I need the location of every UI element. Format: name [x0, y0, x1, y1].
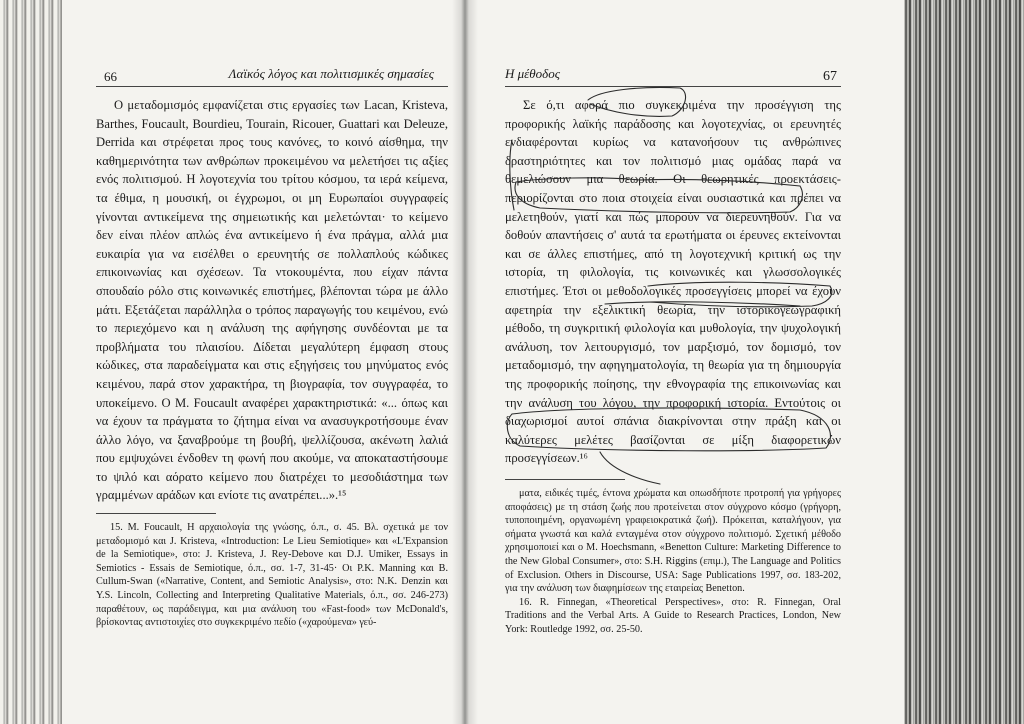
footnote-16: 16. R. Finnegan, «Theoretical Perspectives», στο: R. Finnegan, Oral Traditions and the Verbal Arts. A Guide to Research Practices, London, New York: Routledge 1992, σσ. 25-50. — [505, 596, 841, 635]
footnote-15-continued: ματα, ειδικές τιμές, έντονα χρώματα και οπωσδήποτε προτροπή για γρήγορες αποφάσεις) με τη στάση ζωής που προτείνεται στον σύγχρονο κόσμο (γρήγορη, τυποποιημένη, οργανωμένη γραφειοκρατικά ζωή). Πρόκειται, καταλήγουν, για σήματα γνωστά και καλά ενταγμένα στον σύγχρονο πολιτισμό. Σχετική μέθοδο χρησιμοποιεί και ο M. Hoechsmann, «Benetton Culture: Marketing Difference to the New Global Consumer», στο: S.H. Riggins (επιμ.), The Language and Politics of Exclusion. Others in Discourse, USA: Sage Publications 1997, σσ. 183-202, για την ανάλυση των διαφημίσεων της εταιρείας Benetton. — [505, 488, 841, 595]
right-footnote-rule — [505, 479, 625, 480]
right-page — [505, 0, 841, 724]
footnote-15: 15. M. Foucault, Η αρχαιολογία της γνώσης, ό.π., σ. 45. Βλ. σχετικά με τον μεταδομισμό και J. Kristeva, «Introduction: Le Lieu Semiotique» και «L'Expansion de la Semiotique», στο: J. Kristeva, J. Rey-Debove και D.J. Umiker, Essays in Semiotics - Essais de Semiotique, ό.π., σσ. 1-7, 31-45· Οι P.K. Manning και B. Cullum-Swan («Narrative, Content, and Semiotic Analysis», στο: N.K. Denzin και Y.S. Lincoln, Collecting and Interpreting Qualitative Materials, ό.π., σσ. 246-273) παραθέτουν, ως παράδειγμα, και μια ανάλυση του «Fast-food» των McDonald's, βρίσκοντας αντιστοιχίες στο συγκεκριμένο πεδίο («χαρούμενα» γεύ- — [96, 522, 448, 629]
right-page-header — [505, 66, 841, 88]
left-footnote-rule — [96, 513, 216, 514]
page-stack-edge-right — [904, 0, 1024, 724]
book-gutter — [452, 0, 478, 724]
left-page-number: 66 — [104, 69, 117, 84]
right-page-number: 67 — [823, 69, 837, 84]
right-footnotes — [505, 487, 841, 637]
left-body-text: Ο μεταδομισμός εμφανίζεται στις εργασίες των Lacan, Kristeva, Barthes, Foucault, Bourdieu, Tourain, Ricouer, Guattari και Deleuze, Derrida και στρέφεται προς τους κανόνες, το κοινό αίσθημα, την καθημερινότητα των ανθρώπων προκειμένου να μελετήσει τις αξίες ενός πολιτισμού. Η λογοτεχνία του τρίτου κόσμου, τα ιερά κείμενα, τα έθιμα, η μουσική, οι έγχρωμοι, οι μη Ευρωπαίοι συγγραφείς γίνονται αντικείμενα της σημειωτικής και μελετώνται· το κείμενο δεν είναι πλέον απλώς ένα αντικείμενο ή ένα πράγμα, αλλά μια ευκαιρία για να εισέλθει ο ερευνητής σε πολλαπλούς κώδικες επικοινωνίας και σχέσεων. Τα ντοκουμέντα, που είχαν πάντα σπουδαίο ρόλο στις κοινωνικές επιστήμες, βλέπονται τώρα με άλλο μάτι. Εξετάζεται παράλληλα ο τρόπος παραγωγής του κειμένου, ενώ το περιεχόμενο και η ανάλυση της αφήγησης συνδέονται με τα προβλήματα του πλαισίου. Δίδεται μεγαλύτερη έμφαση στους κώδικες, στα παραδείγματα και στις εξηγήσεις του μηνύματος ενός κειμένου, παρά στον χαρακτήρα, τη βιογραφία, τον συγγραφέα, το υποκείμενο. Ο Μ. Foucault αναφέρει χαρακτηριστικά: «... όπως και να έχουν τα πράγματα το ζήτημα είναι να ανασυγκροτήσουμε έναν άλλο λόγο, να ξαναβρούμε τη βουβή, ψελλίζουσα, ακένωτη λαλιά που εμψυχώνει ένδοθεν τη φωνή που ακούμε, να αποκαταστήσουμε το ψιλό και αόρατο κείμενο που διατρέχει το μεσοδιάστημα των γραμμένων αράδων και ενίοτε τις ανατρέπει...».¹⁵ — [96, 98, 448, 503]
right-body-text: Σε ό,τι αφορά πιο συγκεκριμένα την προσέγγιση της προφορικής λαϊκής παράδοσης και λογοτεχνίας, οι ερευνητές ενδιαφέρονται κυρίως να κατανοήσουν τις ανθρώπινες δραστηριότητες και τον πολιτισμό μιας ομάδας παρά να θεμελιώσουν μια θεωρία. Οι θεωρητικές προεκτάσεις-περιορίζονται στο ποια στοιχεία είναι ουσιαστικά και πρέπει να μελετηθούν, γιατί και πώς μπορούν να διερευνηθούν. Για να δοθούν απαντήσεις σ' αυτά τα ερωτήματα οι έρευνες εκτείνονται και σε άλλες επιστήμες, από τη λογοτεχνική κριτική ως την ιστορία, τη φιλολογία, τις κοινωνικές και γλωσσολογικές επιστήμες. Έτσι οι μεθοδολογικές προσεγγίσεις μπορεί να έχουν αφετηρία την εξελικτική θεωρία, την ιστορικογεωγραφική μέθοδο, τη συγκριτική φιλολογία και μυθολογία, την ψυχολογική ανάλυση, τον λειτουργισμό, τον μαρξισμό, τον δομισμό, τον μεταδομισμό, την αφηγηματολογία, τη θεωρία για τη δημιουργία της προφορικής ποίησης, την εθνογραφία της επικοινωνίας και την ανάλυση του λόγου, την προφορική ιστορία. Εντούτοις οι διαχωρισμοί αυτοί σπάνια διακρίνονται στην πράξη και οι καλύτερες μελέτες βασίζονται σε μίξη διαφορετικών προσεγγίσεων.¹⁶ — [505, 98, 841, 466]
left-page — [96, 0, 448, 724]
left-footnotes — [96, 521, 448, 630]
right-header-rule — [505, 86, 841, 87]
left-page-header — [96, 66, 448, 88]
left-header-rule — [96, 86, 448, 87]
left-running-head: Λαϊκός λόγος και πολιτισμικές σημασίες — [228, 66, 434, 81]
right-running-head: Η μέθοδος — [505, 66, 560, 81]
page-stack-edge-left — [0, 0, 62, 724]
